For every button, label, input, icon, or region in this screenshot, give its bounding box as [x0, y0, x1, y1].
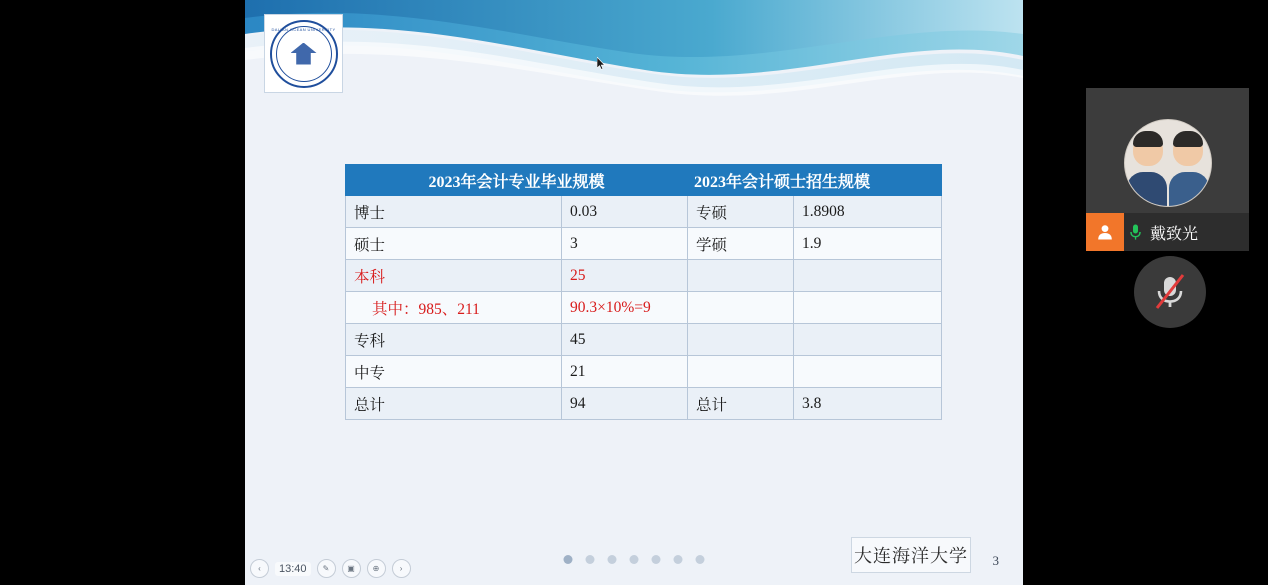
- previous-slide-button[interactable]: ‹: [250, 559, 269, 578]
- table-row: [346, 196, 942, 228]
- cell-master-value: [794, 324, 942, 356]
- table-body: [346, 196, 942, 420]
- microphone-icon[interactable]: [1124, 223, 1146, 241]
- cell-master-value: 1.9: [794, 228, 942, 260]
- cell-degree-level: 其中：985、211: [346, 292, 562, 324]
- table-row: [346, 260, 942, 292]
- table-row: [346, 228, 942, 260]
- table-header-row: [346, 165, 942, 196]
- cell-degree-value: 90.3×10%=9: [562, 292, 688, 324]
- table-row-total: [346, 388, 942, 420]
- university-watermark: 大连海洋大学: [851, 537, 971, 573]
- table-row: [346, 292, 942, 324]
- cell-degree-value: 25: [562, 260, 688, 292]
- cell-degree-value: 94: [562, 388, 688, 420]
- microphone-muted-icon: [1153, 272, 1187, 312]
- table-header-graduation-scale: 2023年会计专业毕业规模: [346, 165, 688, 196]
- avatar-body-left: [1127, 172, 1167, 206]
- enrollment-table: [345, 164, 942, 420]
- cell-degree-level: 专科: [346, 324, 562, 356]
- cell-master-type: 专硕: [688, 196, 794, 228]
- cell-degree-level: 本科: [346, 260, 562, 292]
- cell-degree-level: 中专: [346, 356, 562, 388]
- avatar-body-right: [1169, 172, 1209, 206]
- university-seal-text: DALIAN OCEAN UNIVERSITY: [271, 26, 336, 32]
- header-wave-graphic: [245, 0, 1023, 108]
- clock-label: 13:40: [275, 562, 311, 576]
- table-row: [346, 324, 942, 356]
- cell-degree-value: 45: [562, 324, 688, 356]
- slide-view-button[interactable]: ▣: [342, 559, 361, 578]
- slide-dot[interactable]: [630, 555, 639, 564]
- cell-master-value: [794, 292, 942, 324]
- cell-master-value: 1.8908: [794, 196, 942, 228]
- university-seal-icon: [270, 20, 338, 88]
- cell-degree-level: 博士: [346, 196, 562, 228]
- cell-master-type: [688, 356, 794, 388]
- slide-progress-dots[interactable]: [564, 555, 705, 564]
- cell-master-type: [688, 292, 794, 324]
- participant-name-row: [1086, 213, 1249, 251]
- slide-dot[interactable]: [652, 555, 661, 564]
- table-row: [346, 356, 942, 388]
- cell-master-value: [794, 260, 942, 292]
- university-logo: [264, 14, 343, 93]
- cell-master-type: [688, 324, 794, 356]
- cell-master-type: [688, 260, 794, 292]
- avatar-hair-left: [1133, 131, 1163, 147]
- cell-degree-value: 3: [562, 228, 688, 260]
- cell-degree-level: 硕士: [346, 228, 562, 260]
- user-icon: [1086, 213, 1124, 251]
- slide-footer: [245, 543, 1023, 585]
- zoom-button[interactable]: ⊕: [367, 559, 386, 578]
- slide-dot[interactable]: [586, 555, 595, 564]
- cell-master-type: 学硕: [688, 228, 794, 260]
- cell-degree-level: 总计: [346, 388, 562, 420]
- table-header-master-admission-scale: 2023年会计硕士招生规模: [688, 165, 942, 196]
- slide-dot[interactable]: [696, 555, 705, 564]
- next-slide-button[interactable]: ›: [392, 559, 411, 578]
- seal-emblem-shape: [291, 43, 317, 65]
- pen-tool-button[interactable]: ✎: [317, 559, 336, 578]
- cell-degree-value: 21: [562, 356, 688, 388]
- slide-page-number: 3: [992, 553, 999, 568]
- cell-degree-value: 0.03: [562, 196, 688, 228]
- slide-controls[interactable]: [250, 559, 411, 578]
- slide-header-decoration: [245, 0, 1023, 108]
- participant-video-tile[interactable]: [1086, 88, 1249, 251]
- microphone-muted-button[interactable]: [1134, 256, 1206, 328]
- participant-name-label: 戴致光: [1150, 225, 1199, 243]
- avatar: [1124, 119, 1212, 207]
- avatar-hair-right: [1173, 131, 1203, 147]
- slide-dot[interactable]: [674, 555, 683, 564]
- presentation-slide: [245, 0, 1023, 585]
- slide-dot[interactable]: [564, 555, 573, 564]
- cell-master-value: [794, 356, 942, 388]
- cell-master-value: 3.8: [794, 388, 942, 420]
- slide-dot[interactable]: [608, 555, 617, 564]
- cell-master-type: 总计: [688, 388, 794, 420]
